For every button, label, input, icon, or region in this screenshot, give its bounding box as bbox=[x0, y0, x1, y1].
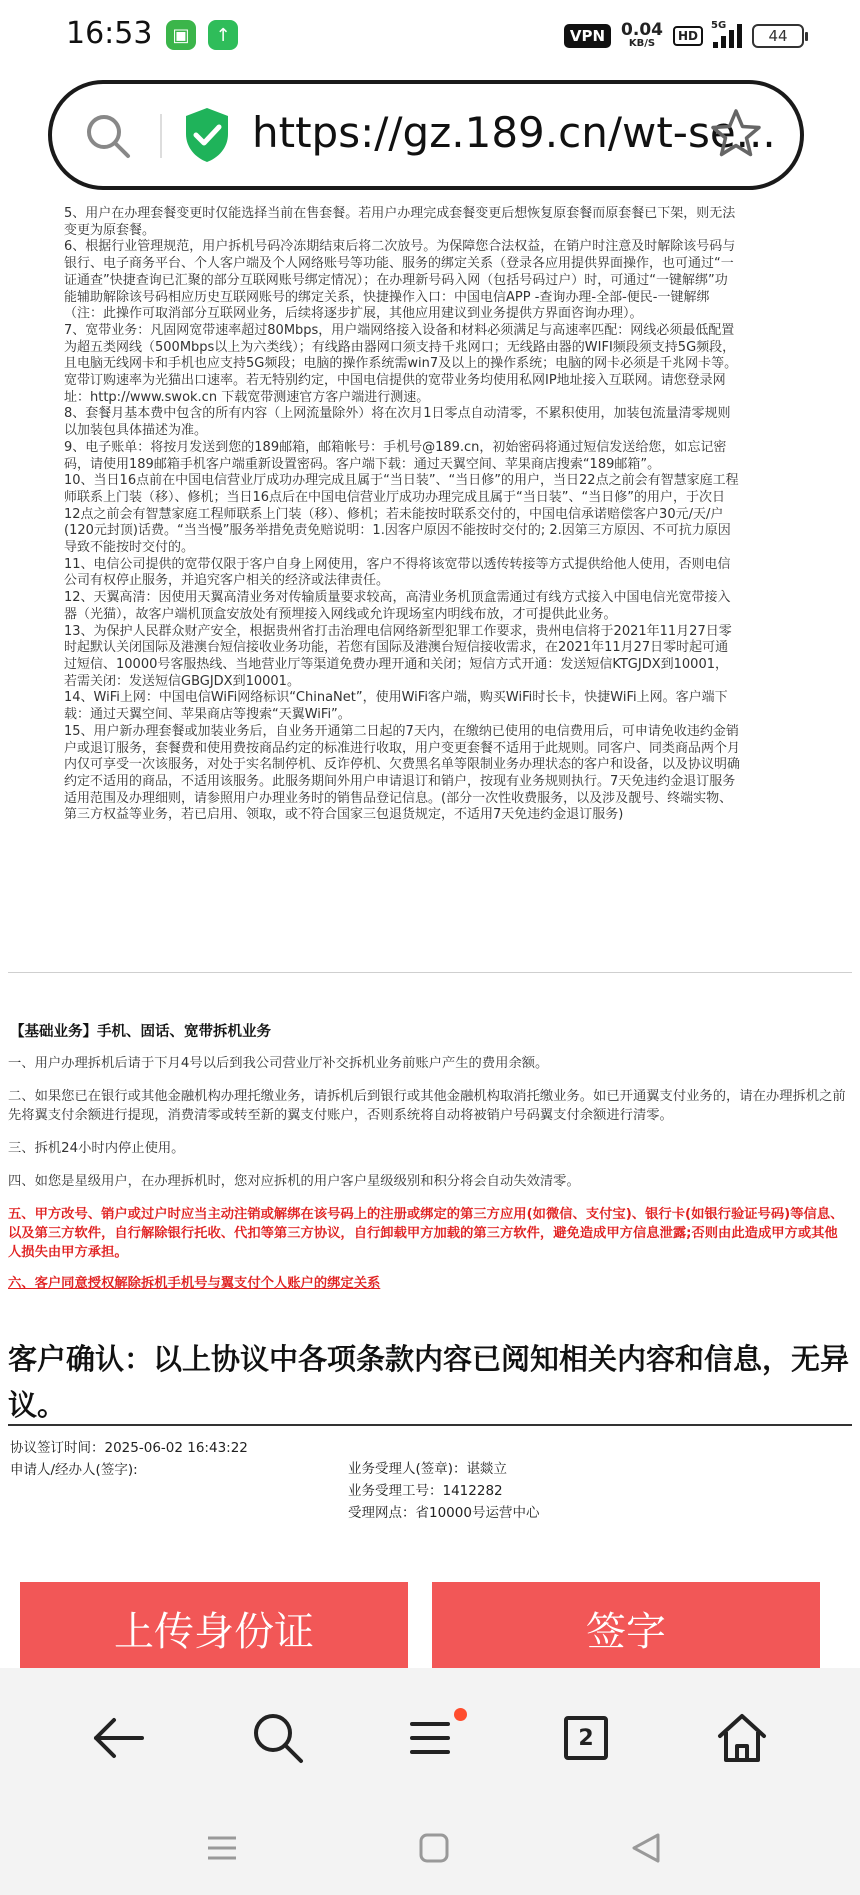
sign-button[interactable]: 签字 bbox=[432, 1582, 820, 1668]
tab-count: 2 bbox=[564, 1716, 608, 1760]
signal-icon: 5G bbox=[713, 24, 742, 48]
menu-notification-dot bbox=[454, 1708, 467, 1721]
sign-time: 协议签订时间：2025-06-02 16:43:22 bbox=[10, 1440, 248, 1456]
bookmark-star-icon[interactable] bbox=[708, 106, 764, 162]
vpn-indicator: VPN bbox=[564, 24, 611, 48]
term-item: 10、当日16点前在中国电信营业厅成功办理完成且属于“当日装”、“当日修”的用户，当日22点之前会有智慧家庭工程师联系上门装（移）、修机；当日16点后在中国电信营业厅成功办理完成且属于“当日装”、“当日修”的用户，于次日12点之前会有智慧家庭工程师联系上门装（移）、修机；若未能按时联系交付的，中国电信承诺赔偿客户30元/天/户(120元封顶)话费。“当当慢”服务举措免责免赔说明：1.因客户原因不能按时交付的; 2.因第三方原因、不可抗力原因导致不能按时交付的。 bbox=[64, 473, 739, 556]
back-triangle-icon[interactable] bbox=[628, 1830, 664, 1866]
upload-id-button[interactable]: 上传身份证 bbox=[20, 1582, 408, 1668]
recents-menu-icon[interactable] bbox=[204, 1830, 240, 1866]
status-bar bbox=[0, 0, 860, 76]
term-item: 15、用户新办理套餐或加装业务后，自业务开通第二日起的7天内，在缴纳已使用的电信费用后，可申请免收违约金销户或退订服务，套餐费和使用费按商品约定的标准进行收取，用户变更套餐不适用于此规则。同客户、同类商品两个月内仅可享受一次该服务，对处于实名制停机、反诈停机、欠费黑名单等限制业务办理状态的客户和设备，以及协议明确约定不适用的商品，不适用该服务。此服务期间外用户申请退订和销户，按现有业务规则执行。7天免违约金退订服务适用范围及办理细则，请参照用户办理业务时的销售品登记信息。(部分一次性收费服务，以及涉及靓号、终端实物、第三方权益等业务，若已启用、领取，或不符合国家三包退货规定，不适用7天免违约金退订服务) bbox=[64, 723, 741, 823]
wechat-notification-icon: ▣ bbox=[166, 20, 196, 50]
basic-item-warning: 五、甲方改号、销户或过户时应当主动注销或解绑在该号码上的注册或绑定的第三方应用(如微信、支付宝)、银行卡(如银行验证号码)等信息、以及第三方软件，自行解除银行托收、代扣等第三方协议，自行卸载甲方加载的第三方软件，避免造成甲方信息泄露;否则由此造成甲方或其他人损失由甲方承担。 bbox=[8, 1207, 844, 1260]
search-icon[interactable] bbox=[82, 110, 134, 162]
basic-item: 二、如果您已在银行或其他金融机构办理托缴业务，请拆机后到银行或其他金融机构取消托缴业务。如已开通翼支付业务的，请在办理拆机之前先将翼支付余额进行提现，消费清零或转至新的翼支付账户，否则系统将自动将被销户号码翼支付余额进行清零。 bbox=[8, 1089, 846, 1123]
browser-toolbar bbox=[0, 1668, 860, 1808]
handler-outlet: 受理网点：省10000号运营中心 bbox=[348, 1505, 540, 1521]
address-bar[interactable] bbox=[48, 80, 804, 190]
basic-business-title: 【基础业务】手机、固话、宽带拆机业务 bbox=[10, 1024, 271, 1040]
term-item: 14、WiFi上网：中国电信WiFi网络标识“ChinaNet”，使用WiFi客户端，购买WiFi时长卡，快捷WiFi上网。客户端下载：通过天翼空间、苹果商店等搜索“天翼WiFi”。 bbox=[64, 690, 728, 723]
hd-indicator: HD bbox=[673, 26, 703, 46]
applicant-signature: 申请人/经办人(签字): bbox=[10, 1462, 138, 1478]
handler-id: 业务受理工号：1412282 bbox=[348, 1483, 503, 1499]
secure-shield-icon[interactable] bbox=[182, 106, 232, 164]
basic-item: 四、如您是星级用户，在办理拆机时，您对应拆机的用户客户星级级别和积分将会自动失效清零。 bbox=[8, 1174, 580, 1189]
term-item: 5、用户在办理套餐变更时仅能选择当前在售套餐。若用户办理完成套餐变更后想恢复原套餐而原套餐已下架，则无法变更为原套餐。 bbox=[64, 206, 736, 238]
agreement-terms bbox=[64, 206, 740, 824]
handler-info bbox=[348, 1458, 539, 1524]
back-arrow-icon[interactable] bbox=[88, 1708, 148, 1768]
network-speed: 0.04 KB/S bbox=[621, 20, 663, 49]
confirmation-divider bbox=[8, 1424, 852, 1426]
tabs-button[interactable] bbox=[556, 1708, 616, 1768]
menu-icon[interactable] bbox=[400, 1708, 460, 1768]
term-item: 6、根据行业管理规范，用户拆机号码冷冻期结束后将二次放号。为保障您合法权益，在销户时注意及时解除该号码与银行、电子商务平台、个人客户端及个人网络账号等功能、服务的绑定关系（登录各应用提供界面操作，也可通过“一证通查”快捷查询已汇聚的部分互联网账号绑定情况）；在办理新号码入网（包括号码过户）时，可通过“一键解绑”功能辅助解除该号码相应历史互联网账号的绑定关系，快捷操作入口：中国电信APP -查询办理-全部-便民-一键解绑（注：此操作可取消部分互联网业务，后续将逐步扩展，其他应用建议到业务提供方界面咨询办理）。 bbox=[64, 239, 736, 322]
customer-confirmation: 客户确认：以上协议中各项条款内容已阅知相关内容和信息，无异议。 bbox=[8, 1342, 850, 1422]
upload-notification-icon: ↑ bbox=[208, 20, 238, 50]
address-divider bbox=[160, 114, 162, 158]
home-square-icon[interactable] bbox=[416, 1830, 452, 1866]
handler-name: 业务受理人(签章)：谌燚立 bbox=[348, 1461, 508, 1477]
system-nav-bar bbox=[0, 1808, 860, 1895]
section-divider bbox=[8, 972, 852, 973]
basic-item: 一、用户办理拆机后请于下月4号以后到我公司营业厅补交拆机业务前账户产生的费用余额。 bbox=[8, 1056, 549, 1071]
term-item: 13、为保护人民群众财产安全，根据贵州省打击治理电信网络新型犯罪工作要求，贵州电信将于2021年11月27日零时起默认关闭国际及港澳台短信接收业务功能，若您有国际及港澳台短信接收需求，在2021年11月27日零时起可通过短信、10000号客服热线、当地营业厅等渠道免费办理开通和关闭；短信方式开通：发送短信KTGJDX到10001，若需关闭：发送短信GBGJDX到10001。 bbox=[64, 623, 732, 689]
home-icon[interactable] bbox=[712, 1708, 772, 1768]
search-icon[interactable] bbox=[248, 1708, 308, 1768]
term-item: 12、天翼高清：因使用天翼高清业务对传输质量要求较高，高清业务机顶盒需通过有线方式接入中国电信光宽带接入器（光猫），故客户端机顶盒安放处有预埋接入网线或允许现场室内明线布放，才可提供此业务。 bbox=[64, 590, 731, 622]
term-item: 11、电信公司提供的宽带仅限于客户自身上网使用，客户不得将该宽带以透传转接等方式提供给他人使用，否则电信公司有权停止服务，并追究客户相关的经济或法律责任。 bbox=[64, 556, 731, 589]
battery-icon: 44 bbox=[752, 24, 804, 48]
term-item: 9、电子账单：将按月发送到您的189邮箱，邮箱帐号：手机号@189.cn，初始密码将通过短信发送给您，如忘记密码，请使用189邮箱手机客户端重新设置密码。客户端下载：通过天翼空间、苹果商店搜索“189邮箱”。 bbox=[64, 439, 727, 472]
url-text[interactable]: https://gz.189.cn/wt-se... bbox=[252, 108, 776, 157]
basic-item: 三、拆机24小时内停止使用。 bbox=[8, 1141, 185, 1156]
basic-business-list bbox=[8, 1054, 850, 1307]
basic-item-consent: 六、客户同意授权解除拆机手机号与翼支付个人账户的绑定关系 bbox=[8, 1276, 381, 1291]
status-time: 16:53 bbox=[66, 16, 153, 51]
term-item: 7、宽带业务：凡固网宽带速率超过80Mbps，用户端网络接入设备和材料必须满足与高速率匹配：网线必须最低配置为超五类网线（500Mbps以上为六类线）；有线路由器网口须支持千兆网口；无线路由器的WIFI频段须支持5G频段，且电脑无线网卡和手机也应支持5G频段；电脑的操作系统需win7及以上的操作系统；电脑的网卡必须是千兆网卡等。宽带订购速率为光猫出口速率。若无特别约定，中国电信提供的宽带业务均使用私网IP地址接入互联网。请您登录网址：http://www.swok.cn 下载宽带测速官方客户端进行测速。 bbox=[64, 322, 738, 405]
term-item: 8、套餐月基本费中包含的所有内容（上网流量除外）将在次月1日零点自动清零，不累积使用，加装包流量清零规则以加装包具体描述为准。 bbox=[64, 406, 731, 439]
